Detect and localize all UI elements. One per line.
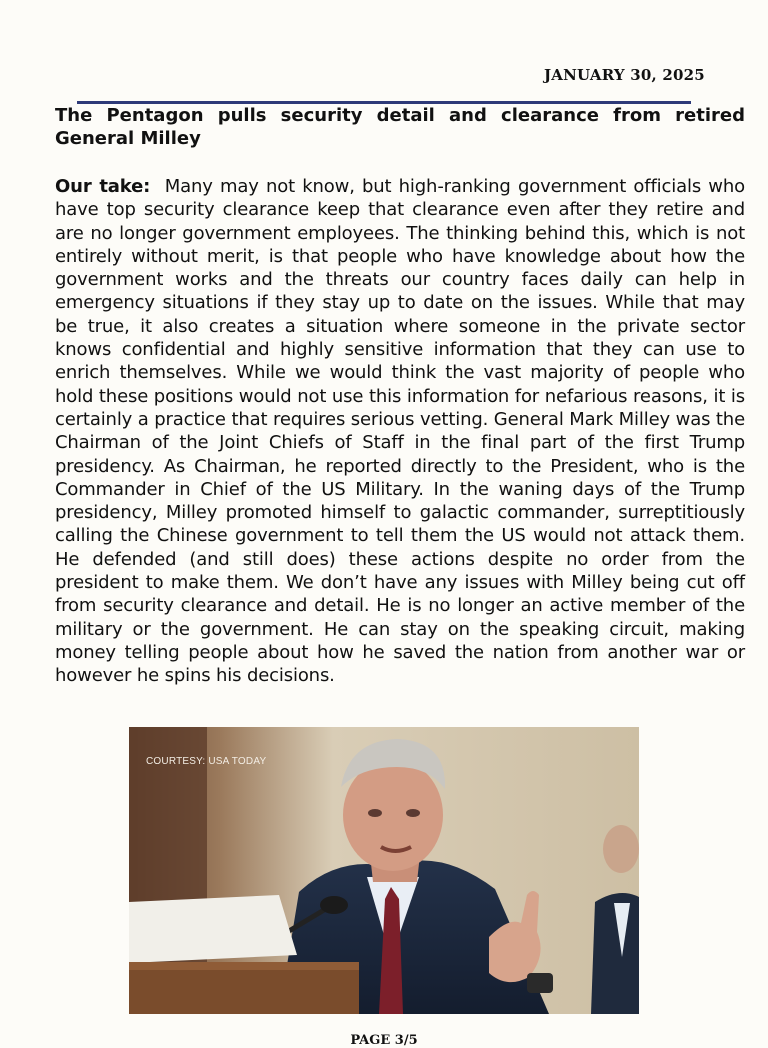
publication-date: JANUARY 30, 2025 — [544, 66, 705, 84]
article-headline: The Pentagon pulls security detail and clearance from retired General Milley — [55, 105, 745, 149]
article-photo — [129, 727, 639, 1014]
lead-label: Our take: — [55, 176, 151, 197]
page-number: PAGE 3/5 — [350, 1033, 418, 1048]
article-body-text: Many may not know, but high-ranking government officials who have top security clearance keep that clearance even after they retire and are no longer government employees. The thinking behind this, which is not entirely without merit, is that people who have knowledge about how the government works and the threats our country faces daily can help in emergency situations if they stay up to date on the issues. While that may be true, it also creates a situation where someone in the private sector knows confidential and highly sensitive information that they can use to enrich themselves. While we would think the vast majority of people who hold these positions would not use this information for nefarious reasons, it is certainly a practice that requires serious vetting. General Mark Milley was the Chairman of the Joint Chiefs of Staff in the final part of the first Trump presidency. As Chairman, he reported directly to the President, who is the Commander in Chief of the US Military. In the waning days of the Trump presidency, Milley promoted himself to galactic commander, surreptitiously calling the Chinese government to tell them the US would not attack them. He defended (and still does) these actions despite no order from the president to make them. We don’t have any issues with Milley being cut off from security clearance and detail. He is no longer an active member of the military or the government. He can stay on the speaking circuit, making money telling people about how he saved the nation from another war or however he spins his decisions. — [55, 176, 745, 687]
article-body — [55, 175, 745, 688]
photo-credit: COURTESY: USA TODAY — [146, 756, 267, 767]
photo-illustration — [129, 727, 639, 1014]
